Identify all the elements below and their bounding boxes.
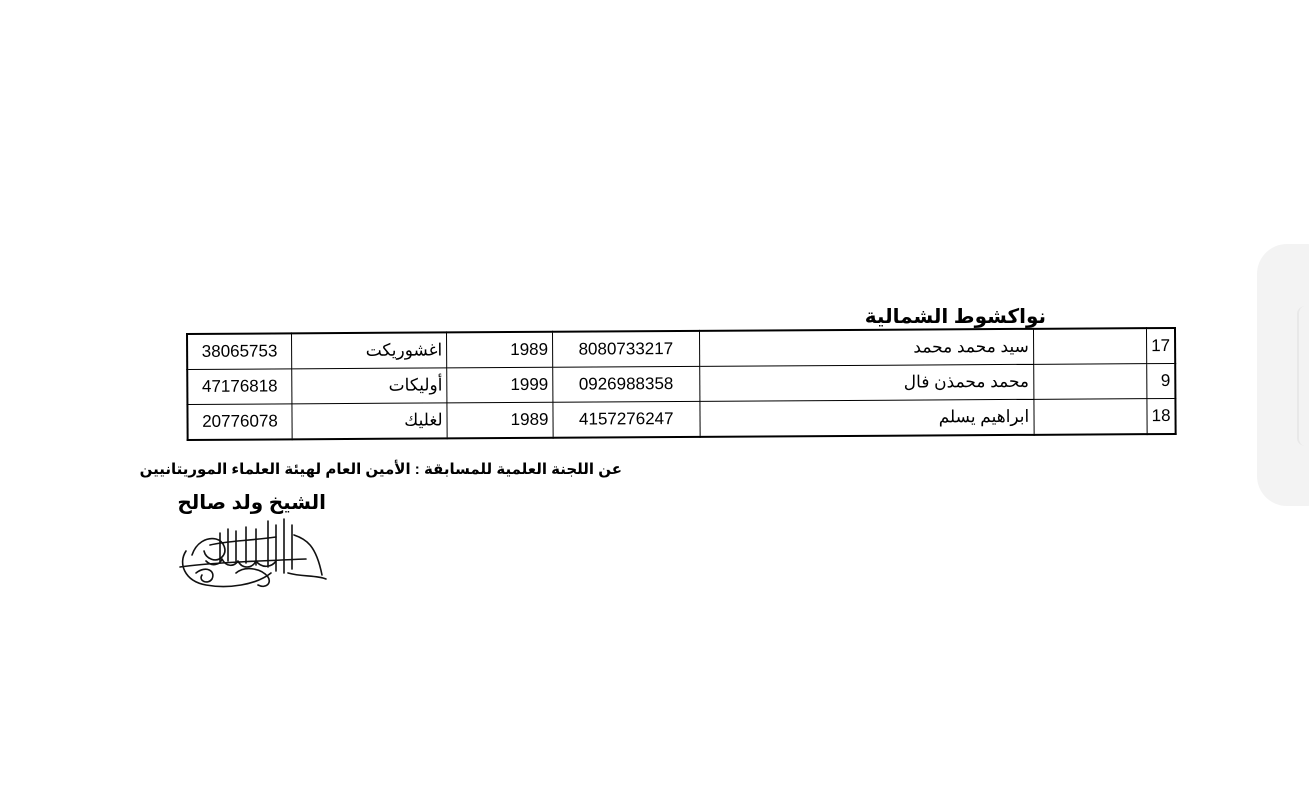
id-number-cell: 0926988358 (553, 366, 700, 402)
birth-year-cell: 1989 (447, 332, 553, 368)
birth-year-cell: 1999 (447, 367, 553, 403)
place-cell: لغليك (292, 403, 447, 439)
name-cell: محمد محمذن فال (699, 364, 1033, 401)
committee-footer: عن اللجنة العلمية للمسابقة : الأمين العام لهيئة العلماء الموريتانيين (139, 461, 622, 478)
empty-cell (1034, 399, 1148, 435)
table-row (187, 398, 1175, 440)
table-row (187, 328, 1175, 370)
place-cell: اغشوريكت (291, 332, 446, 368)
table-row (187, 363, 1175, 404)
empty-cell (1033, 364, 1147, 400)
empty-cell (1033, 328, 1147, 364)
handwritten-signature (176, 515, 336, 595)
phone-cell: 47176818 (187, 369, 292, 405)
row-number-cell: 18 (1147, 398, 1176, 434)
handle-icon (1297, 306, 1309, 446)
phone-cell: 20776078 (187, 404, 292, 440)
side-drawer-handle[interactable] (1257, 244, 1309, 506)
region-heading: نواكشوط الشمالية (864, 306, 1046, 328)
candidates-table (186, 327, 1177, 441)
row-number-cell: 17 (1147, 328, 1176, 364)
name-cell: ابراهيم يسلم (700, 399, 1034, 437)
birth-year-cell: 1989 (447, 402, 553, 438)
row-number-cell: 9 (1147, 363, 1176, 398)
signer-name: الشيخ ولد صالح (177, 492, 326, 514)
phone-cell: 38065753 (187, 333, 292, 369)
id-number-cell: 4157276247 (553, 401, 700, 437)
id-number-cell: 8080733217 (552, 331, 699, 367)
place-cell: أوليكات (292, 368, 447, 404)
name-cell: سيد محمد محمد (699, 329, 1033, 367)
